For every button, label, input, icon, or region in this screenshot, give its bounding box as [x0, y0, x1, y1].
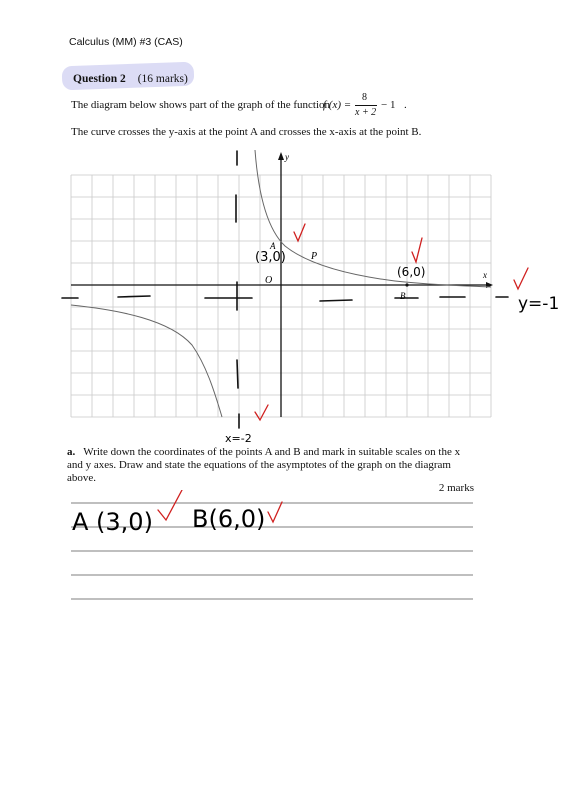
function-end: .: [404, 99, 407, 111]
fraction-bar: [355, 105, 377, 106]
check-icon: [268, 502, 282, 522]
function-tail: − 1: [381, 99, 396, 111]
handwritten-asymptote-h: y=-1: [518, 294, 560, 314]
question-title: [73, 73, 188, 85]
crossing-text: The curve crosses the y-axis at the point A and crosses the x-axis at the point B.: [71, 126, 422, 138]
handwritten-answer-a: A (3,0): [72, 508, 153, 536]
question-marks: (16 marks): [137, 73, 188, 85]
part-a-marks: 2 marks: [438, 482, 474, 494]
part-a: [67, 446, 477, 485]
point-p-label: P: [311, 251, 318, 262]
handwritten-asymptote-v: x=-2: [225, 432, 252, 445]
y-axis-arrow-icon: [278, 152, 284, 160]
check-icon: [158, 490, 182, 520]
point-a-label: A: [270, 241, 276, 251]
x-axis-label: x: [483, 270, 487, 280]
question-intro: [71, 99, 330, 111]
point-b-label: B: [400, 291, 406, 301]
function-numerator: 8: [362, 92, 367, 103]
asymptote-horizontal-dashes: [62, 296, 508, 301]
answer-area: [0, 490, 566, 610]
handwritten-coord-b: (6,0): [397, 265, 426, 279]
asymptote-vertical-dashes: [236, 151, 239, 428]
question-label: Question 2: [73, 73, 126, 85]
check-icon: [294, 224, 305, 241]
function-denominator: x + 2: [355, 107, 377, 118]
check-icon: [255, 405, 268, 420]
curve-right-branch: [255, 150, 491, 287]
check-icon: [412, 238, 422, 262]
function-graph: [0, 145, 566, 445]
curve-left-branch: [71, 305, 222, 417]
point-b-dot: [405, 283, 408, 286]
check-icon: [514, 268, 528, 289]
y-axis-label: y: [285, 152, 289, 162]
handwritten-coord-a: (3,0): [255, 250, 286, 265]
part-a-label: a.: [67, 446, 76, 458]
function-lhs: f (x) =: [323, 99, 352, 111]
page-header: Calculus (MM) #3 (CAS): [69, 36, 183, 48]
handwritten-answer-b: B(6,0): [192, 505, 266, 533]
intro-text: The diagram below shows part of the graph of the function: [71, 99, 331, 111]
part-a-text: Write down the coordinates of the points A and B and mark in suitable scales on the x and y axes. Draw and state the equations of the asymptotes of the graph on the diagram above.: [67, 446, 461, 484]
origin-label: O: [265, 275, 273, 286]
